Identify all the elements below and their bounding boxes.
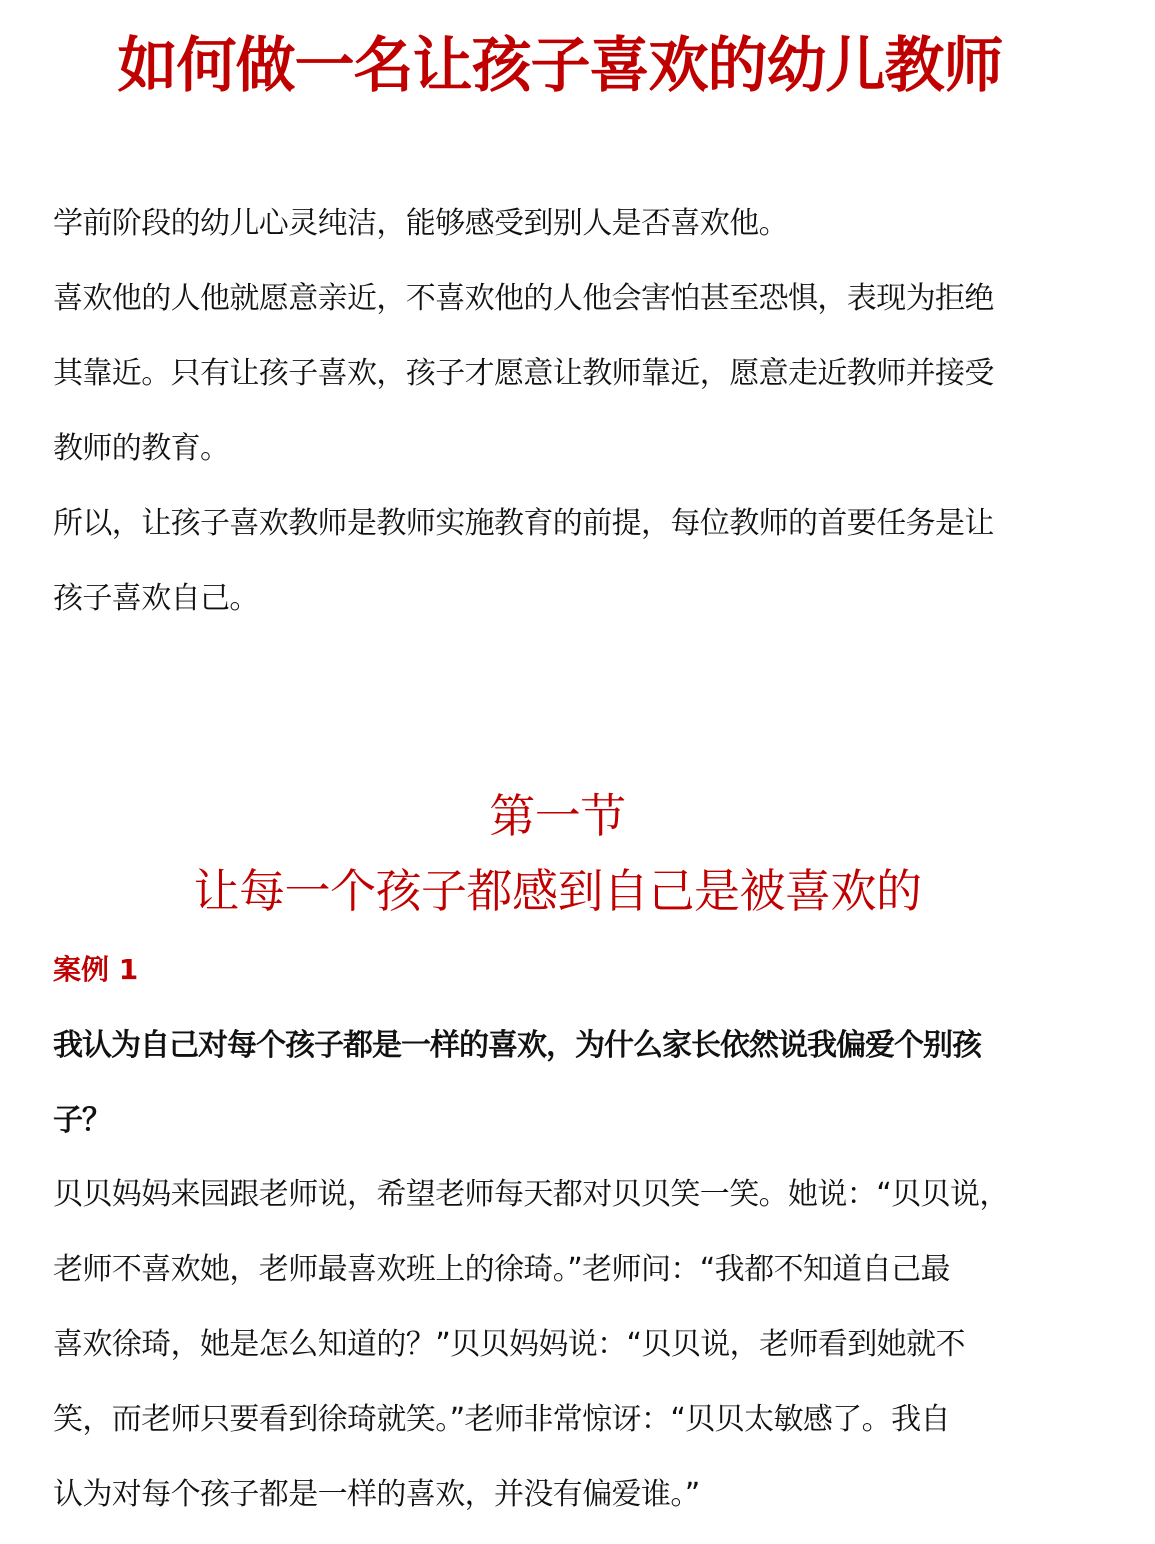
section-number: 第一节 xyxy=(489,789,626,843)
intro-line: 喜欢他的人他就愿意亲近，不喜欢他的人他会害怕甚至恐惧，表现为拒绝 xyxy=(53,281,994,316)
intro-line: 其靠近。只有让孩子喜欢，孩子才愿意让教师靠近，愿意走近教师并接受 xyxy=(53,356,994,391)
case-body-line: 老师不喜欢她，老师最喜欢班上的徐琦。”老师问：“我都不知道自己最 xyxy=(53,1252,950,1287)
case-body-line: 笑，而老师只要看到徐琦就笑。”老师非常惊讶：“贝贝太敏感了。我自 xyxy=(53,1402,950,1437)
case-label: 案例 1 xyxy=(53,953,139,986)
intro-line: 所以，让孩子喜欢教师是教师实施教育的前提，每位教师的首要任务是让 xyxy=(53,506,994,541)
case-body-line: 贝贝妈妈来园跟老师说，希望老师每天都对贝贝笑一笑。她说：“贝贝说， xyxy=(53,1177,1009,1212)
document-title: 如何做一名让孩子喜欢的幼儿教师 xyxy=(117,31,1003,101)
intro-line: 学前阶段的幼儿心灵纯洁，能够感受到别人是否喜欢他。 xyxy=(53,206,788,241)
case-question-line: 我认为自己对每个孩子都是一样的喜欢，为什么家长依然说我偏爱个别孩 xyxy=(53,1028,981,1063)
section-heading: 让每一个孩子都感到自己是被喜欢的 xyxy=(193,864,922,918)
intro-line: 教师的教育。 xyxy=(53,431,230,466)
case-body-line: 喜欢徐琦，她是怎么知道的？”贝贝妈妈说：“贝贝说，老师看到她就不 xyxy=(53,1327,965,1362)
intro-line: 孩子喜欢自己。 xyxy=(53,581,259,616)
case-question-line: 子？ xyxy=(53,1103,111,1138)
case-body-line: 认为对每个孩子都是一样的喜欢，并没有偏爱谁。” xyxy=(53,1477,700,1512)
